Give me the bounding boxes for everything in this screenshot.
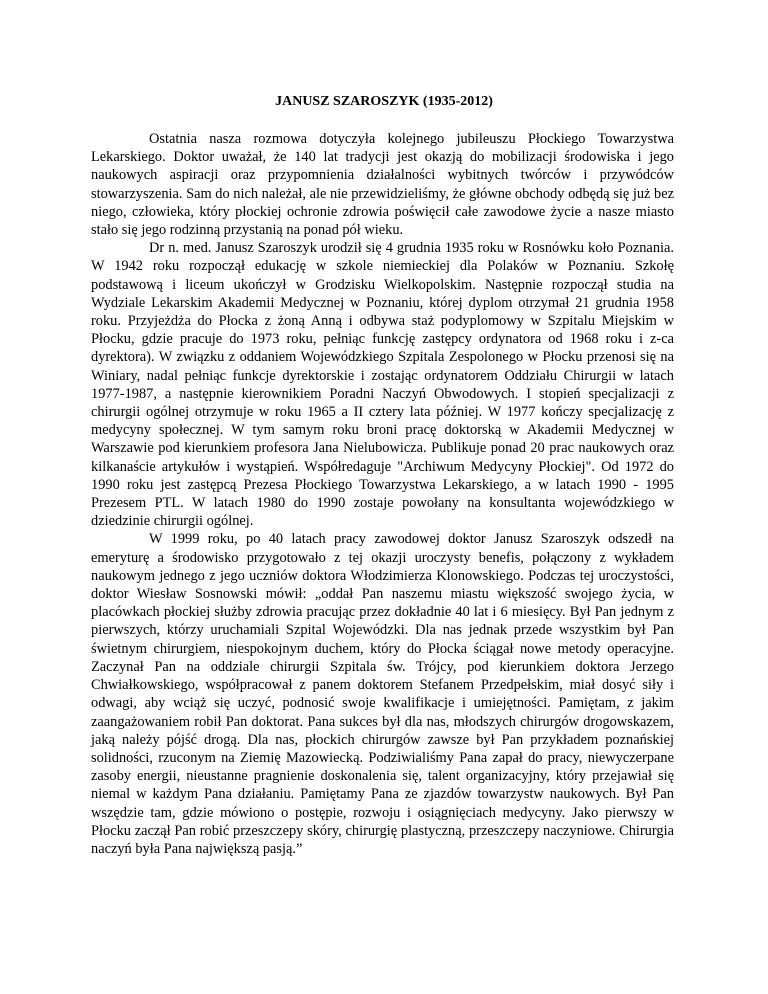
document-title: JANUSZ SZAROSZYK (1935-2012) bbox=[275, 94, 493, 109]
paragraph-intro: Ostatnia nasza rozmowa dotyczyła kolejnego jubileuszu Płockiego Towarzystwa Lekarskiego. Doktor uważał, że 140 lat tradycji jest okazją do mobilizacji środowiska i jego naukowych aspiracji oraz przypomnienia działalności wybitnych twórców i przywódców stowarzyszenia. Sam do nich należał, ale nie przewidzieliśmy, że główne obchody odbędą się już bez niego, człowieka, który płockiej ochronie zdrowia poświęcił całe zawodowe życie a nasze miasto stało się jego rodzinną przystanią na ponad pół wieku. bbox=[91, 131, 674, 239]
paragraph-biography: Dr n. med. Janusz Szaroszyk urodził się 4 grudnia 1935 roku w Rosnówku koło Poznania. W 1942 roku rozpoczął edukację w szkole niemieckiej dla Polaków w Poznaniu. Szkołę podstawową i liceum ukończył w Grodzisku Wielkopolskim. Następnie rozpoczął studia na Wydziale Lekarskim Akademii Medycznej w Poznaniu, której dyplom otrzymał 21 grudnia 1958 roku. Przyjeżdża do Płocka z żoną Anną i odbywa staż podyplomowy w Szpitalu Miejskim w Płocku, gdzie pracuje do 1973 roku, pełniąc funkcję zastępcy ordynatora od 1968 roku i z-ca dyrektora). W związku z oddaniem Wojewódzkiego Szpitala Zespolonego w Płocku przenosi się na Winiary, nadal pełniąc funkcje dyrektorskie i zostając ordynatorem Oddziału Chirurgii w latach 1977-1987, a następnie kierownikiem Poradni Naczyń Obwodowych. I stopień specjalizacji z chirurgii ogólnej otrzymuje w roku 1965 a II cztery lata później. W 1977 kończy specjalizację z medycyny społecznej. W tym samym roku broni pracę doktorską w Akademii Medycznej w Warszawie pod kierunkiem profesora Jana Nielubowicza. Publikuje ponad 20 prac naukowych oraz kilkanaście artykułów i wystąpień. Współredaguje "Archiwum Medycyny Płockiej". Od 1972 do 1990 roku jest zastępcą Prezesa Płockiego Towarzystwa Lekarskiego, a w latach 1990 - 1995 Prezesem PTL. W latach 1980 do 1990 zostaje powołany na konsultanta wojewódzkiego w dziedzinie chirurgii ogólnej. bbox=[91, 240, 674, 530]
paragraph-retirement-speech: W 1999 roku, po 40 latach pracy zawodowej doktor Janusz Szaroszyk odszedł na emeryturę a środowisko przygotowało z tej okazji uroczysty benefis, połączony z wykładem naukowym jednego z jego uczniów doktora Włodzimierza Klonowskiego. Podczas tej uroczystości, doktor Wiesław Sosnowski mówił: „oddał Pan naszemu miastu większość swojego życia, w placówkach płockiej służby zdrowia pracując przez dokładnie 40 lat i 6 miesięcy. Był Pan jednym z pierwszych, którzy uruchamiali Szpital Wojewódzki. Dla nas jednak przede wszystkim był Pan świetnym chirurgiem, niespokojnym duchem, który do Płocka ściągał nowe metody operacyjne. Zaczynał Pan na oddziale chirurgii Szpitala św. Trójcy, pod kierunkiem doktora Jerzego Chwiałkowskiego, współpracował z panem doktorem Stefanem Przedpełskim, miał dosyć siły i odwagi, aby wciąż się uczyć, podnosić swoje kwalifikacje i umiejętności. Pamiętam, z jakim zaangażowaniem robił Pan doktorat. Pana sukces był dla nas, młodszych chirurgów drogowskazem, jaką należy pójść drogą. Dla nas, płockich chirurgów zawsze był Pan przykładem poznańskiej solidności, rzuconym na Ziemię Mazowiecką. Podziwialiśmy Pana zapał do pracy, niewyczerpane zasoby energii, nieustanne pragnienie doskonalenia się, talent organizacyjny, który przejawiał się niemal w każdym Pana działaniu. Pamiętamy Pana ze zjazdów towarzystw naukowych. Był Pan wszędzie tam, gdzie mówiono o postępie, rozwoju i osiągnięciach medycyny. Jako pierwszy w Płocku zaczął Pan robić przeszczepy skóry, chirurgię plastyczną, przeszczepy naczyniowe. Chirurgia naczyń była Pana największą pasją.” bbox=[91, 531, 674, 857]
document-body bbox=[91, 130, 674, 858]
